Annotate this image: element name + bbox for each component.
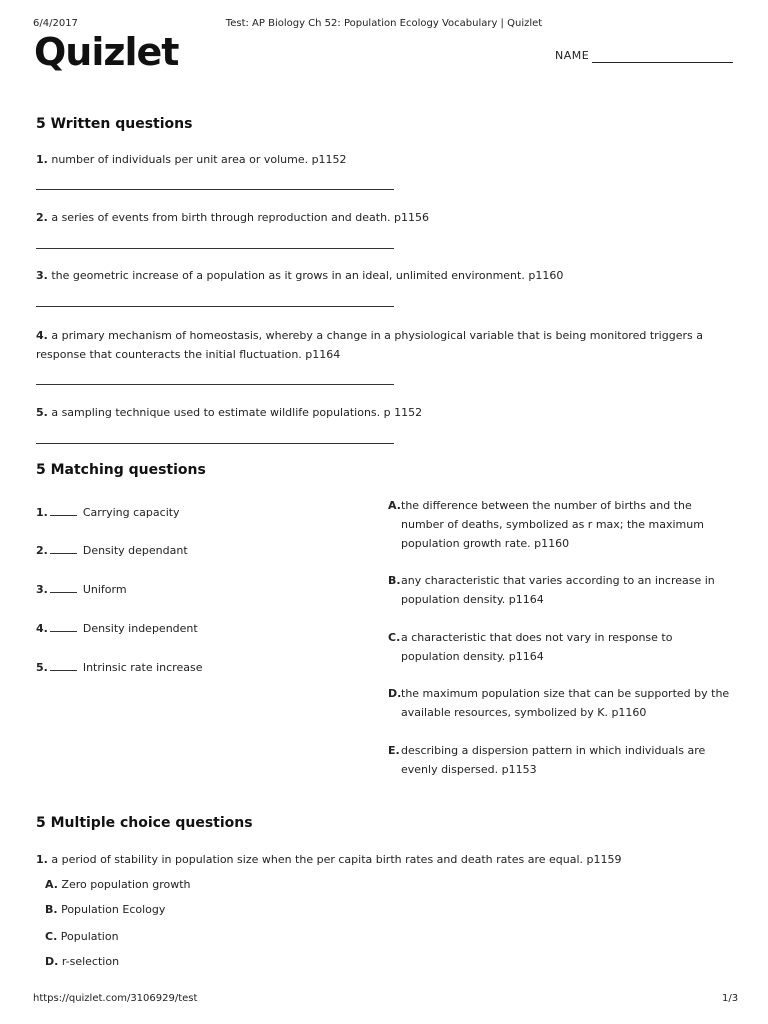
choice-text: Population Ecology (61, 903, 166, 916)
written-question-4 (36, 326, 736, 364)
answer-blank[interactable] (50, 660, 77, 671)
matching-term-2 (36, 541, 188, 560)
answer-blank[interactable] (50, 621, 77, 632)
question-number: 1. (36, 153, 48, 166)
option-letter: E. (388, 744, 400, 757)
option-text: any characteristic that varies according to an increase in population density. p1164 (401, 574, 715, 606)
option-text: the difference between the number of births and the number of deaths, symbolized as r max; the maximum population growth rate. p1160 (401, 499, 704, 550)
term-number: 4. (36, 622, 48, 635)
matching-section-title: 5 Matching questions (36, 462, 206, 478)
matching-option-c (388, 628, 733, 668)
answer-line-1[interactable] (36, 189, 394, 190)
footer-page-number: 1/3 (722, 993, 739, 1004)
option-text: a characteristic that does not vary in response to population density. p1164 (401, 631, 673, 663)
name-field-line[interactable] (592, 62, 733, 63)
print-title: Test: AP Biology Ch 52: Population Ecology Vocabulary | Quizlet (225, 18, 543, 29)
term-label: Carrying capacity (82, 506, 180, 519)
multiple-choice-section-title: 5 Multiple choice questions (36, 815, 253, 831)
answer-line-4[interactable] (36, 384, 394, 385)
option-letter: A. (388, 499, 401, 512)
matching-term-1 (36, 503, 180, 522)
answer-blank[interactable] (50, 543, 77, 554)
mc-choice-c[interactable] (45, 930, 119, 943)
term-label: Uniform (82, 583, 127, 596)
term-number: 3. (36, 583, 48, 596)
question-text: a sampling technique used to estimate wildlife populations. p 1152 (51, 406, 423, 419)
question-number: 3. (36, 269, 48, 282)
choice-letter: A. (45, 878, 58, 891)
answer-line-2[interactable] (36, 248, 394, 249)
matching-term-4 (36, 619, 198, 638)
question-text: the geometric increase of a population as it grows in an ideal, unlimited environment. p1160 (51, 269, 564, 282)
choice-letter: B. (45, 903, 58, 916)
question-number: 1. (36, 853, 48, 866)
question-text: a period of stability in population size when the per capita birth rates and death rates are equal. p1159 (51, 853, 622, 866)
option-letter: C. (388, 631, 401, 644)
option-text: the maximum population size that can be supported by the available resources, symbolized by K. p1160 (401, 687, 730, 719)
written-question-2 (36, 208, 732, 227)
name-label: NAME (555, 49, 590, 62)
written-question-5 (36, 403, 732, 422)
answer-blank[interactable] (50, 582, 77, 593)
question-text: a series of events from birth through reproduction and death. p1156 (51, 211, 430, 224)
answer-line-3[interactable] (36, 306, 394, 307)
answer-line-5[interactable] (36, 443, 394, 444)
term-label: Intrinsic rate increase (82, 661, 203, 674)
term-label: Density dependant (82, 544, 188, 557)
matching-option-a (388, 496, 733, 556)
option-letter: B. (388, 574, 401, 587)
option-letter: D. (388, 687, 402, 700)
mc-choice-b[interactable] (45, 903, 165, 916)
term-label: Density independent (82, 622, 198, 635)
question-number: 5. (36, 406, 48, 419)
choice-text: r-selection (61, 955, 120, 968)
option-text: describing a dispersion pattern in which individuals are evenly dispersed. p1153 (401, 744, 706, 776)
mc-choice-a[interactable] (45, 878, 191, 891)
question-text: number of individuals per unit area or volume. p1152 (51, 153, 347, 166)
term-number: 5. (36, 661, 48, 674)
matching-option-e (388, 741, 733, 781)
question-number: 4. (36, 329, 48, 342)
written-section-title: 5 Written questions (36, 116, 193, 132)
matching-term-5 (36, 658, 202, 677)
term-number: 2. (36, 544, 48, 557)
print-date: 6/4/2017 (33, 18, 78, 29)
choice-text: Population (60, 930, 119, 943)
choice-text: Zero population growth (61, 878, 191, 891)
written-question-1 (36, 150, 732, 169)
written-question-3 (36, 266, 732, 285)
answer-blank[interactable] (50, 505, 77, 516)
question-number: 2. (36, 211, 48, 224)
mc-choice-d[interactable] (45, 955, 119, 968)
term-number: 1. (36, 506, 48, 519)
footer-url: https://quizlet.com/3106929/test (33, 993, 198, 1004)
matching-option-d (388, 684, 733, 724)
mc-question-1 (36, 850, 732, 869)
quizlet-logo: Quizlet (34, 30, 179, 74)
matching-option-b (388, 571, 733, 611)
choice-letter: D. (45, 955, 59, 968)
matching-term-3 (36, 580, 127, 599)
choice-letter: C. (45, 930, 58, 943)
question-text: a primary mechanism of homeostasis, whereby a change in a physiological variable that is being monitored triggers a response that counteracts the initial fluctuation. p1164 (36, 329, 703, 361)
